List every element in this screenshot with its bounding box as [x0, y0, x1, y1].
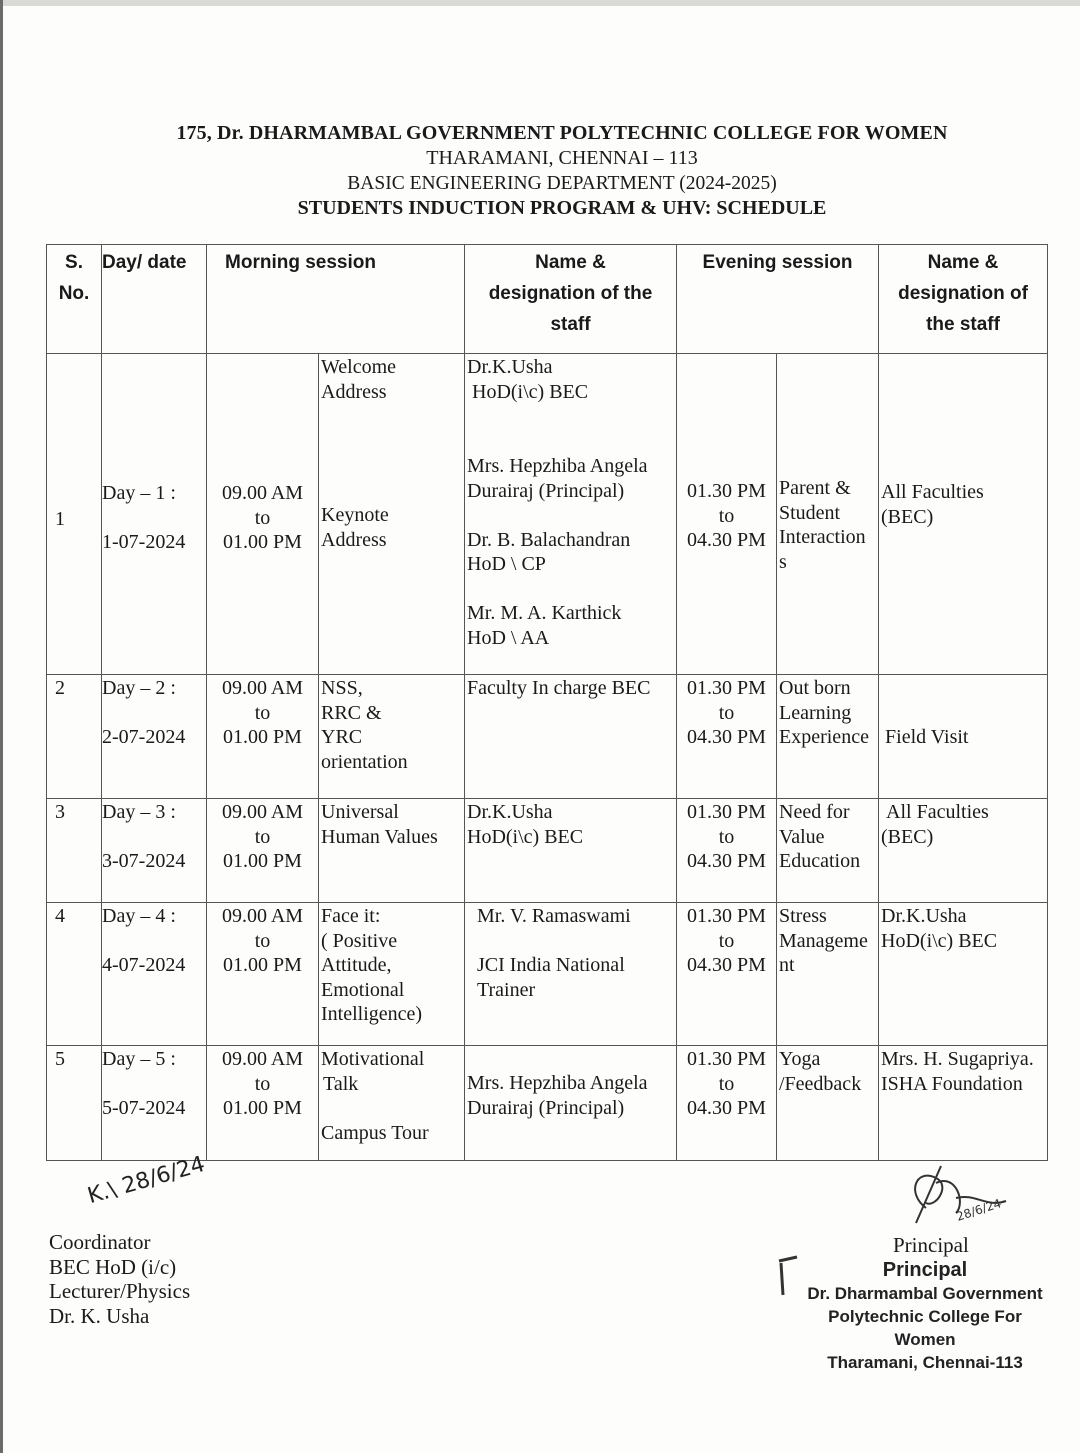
row3-sno-value: 3: [55, 801, 65, 823]
row4-pm-topic-line3: nt: [779, 954, 795, 976]
row1-pm-to: to: [718, 504, 735, 527]
row5-am-topic: [319, 1046, 465, 1161]
row2-am-staff: [465, 675, 677, 799]
row5-am-to: to: [254, 1072, 271, 1095]
row1-day: [102, 354, 207, 675]
stamp-line1: Principal: [882, 1259, 968, 1281]
row5-staff-designation: Durairaj (Principal): [467, 1096, 625, 1119]
row1-pm-time: [677, 354, 777, 675]
row1-am-staff: [465, 354, 677, 675]
coordinator-role2: BEC HoD (i/c): [49, 1254, 177, 1279]
row4-pm-topic-line2: Manageme: [779, 929, 868, 952]
coordinator-name: Dr. K. Usha: [49, 1303, 150, 1328]
header-staff-evening: [879, 245, 1048, 354]
row2-pm-topic-line3: Experience: [779, 726, 869, 748]
header-staff1-line1: Name &: [535, 252, 606, 273]
row2-am-topic-line3: YRC: [321, 726, 363, 748]
header-evening-label: Evening session: [702, 252, 853, 273]
row3-pm-staff-line2: (BEC): [881, 825, 934, 848]
row5-day-label: Day – 5 :: [102, 1048, 176, 1070]
row1-am-to: to: [254, 506, 271, 529]
row1-day-label: Day – 1 :: [102, 482, 176, 504]
row1-pm-end: 04.30 PM: [687, 529, 766, 551]
row2-day: [102, 675, 207, 799]
row4-pm-topic: [777, 903, 879, 1046]
row2-am-topic-line1: NSS,: [321, 677, 363, 699]
row4-am-topic-line2: ( Positive: [321, 929, 398, 952]
row3-pm-topic: [777, 799, 879, 903]
row4-day-label: Day – 4 :: [102, 905, 176, 927]
row1-staff-d-name: Mr. M. A. Karthick: [467, 602, 622, 624]
coordinator-handwritten-signature: K.\ 28/6/24: [84, 1151, 208, 1210]
college-name: 175, Dr. DHARMAMBAL GOVERNMENT POLYTECHNIC COLLEGE FOR WOMEN: [176, 122, 948, 144]
row1-am-from: 09.00 AM: [221, 482, 304, 504]
row5-staff-name: Mrs. Hepzhiba Angela: [467, 1072, 648, 1094]
row5-am-staff: [465, 1046, 677, 1161]
row3-pm-topic-line1: Need for: [779, 801, 850, 823]
row2-am-topic-line4: orientation: [321, 750, 408, 773]
stamp-line4: Tharamani, Chennai-113: [827, 1353, 1023, 1372]
row3-pm-time: [677, 799, 777, 903]
row1-staff-b-name: Mrs. Hepzhiba Angela: [467, 455, 648, 477]
table-row: [47, 354, 1048, 675]
row3-date: 3-07-2024: [102, 850, 186, 872]
table-row: [47, 799, 1048, 903]
schedule-table: [46, 244, 1048, 1161]
row1-am-topic1-line2: Address: [321, 380, 387, 403]
row5-am-topic-line3: Campus Tour: [321, 1121, 429, 1144]
row4-sno: [47, 903, 102, 1046]
row3-pm-staff: [879, 799, 1048, 903]
row5-sno: [47, 1046, 102, 1161]
row5-sno-value: 5: [55, 1048, 65, 1070]
row1-pm-staff-line1: All Faculties: [881, 481, 984, 503]
stamp-line3: Polytechnic College For Women: [828, 1307, 1022, 1349]
row5-pm-end: 04.30 PM: [687, 1097, 766, 1119]
row4-am-topic-line5: Intelligence): [321, 1003, 423, 1025]
row2-pm-staff: [879, 675, 1048, 799]
row5-pm-time: [677, 1046, 777, 1161]
row4-staff-designation-line1: JCI India National: [477, 954, 625, 976]
row2-pm-time: [677, 675, 777, 799]
header-evening: [677, 245, 879, 354]
row3-am-to: to: [254, 825, 271, 848]
row4-am-time: [207, 903, 319, 1046]
row1-pm-topic-line2: Student: [779, 501, 841, 524]
row4-am-end: 01.00 PM: [223, 954, 302, 976]
header-staff1-line2: designation of the: [488, 283, 653, 304]
row1-am-time: [207, 354, 319, 675]
header-staff-morning: [465, 245, 677, 354]
row4-pm-time: [677, 903, 777, 1046]
row3-day: [102, 799, 207, 903]
row1-pm-staff-line2: (BEC): [881, 505, 934, 528]
row3-pm-to: to: [718, 825, 735, 848]
row2-am-topic-line2: RRC &: [321, 701, 382, 724]
principal-title: Principal: [893, 1233, 969, 1257]
row1-pm-staff: [879, 354, 1048, 675]
row2-am-topic: [319, 675, 465, 799]
row2-sno-value: 2: [55, 677, 65, 699]
row3-pm-topic-line3: Education: [779, 850, 861, 872]
row5-pm-from: 01.30 PM: [687, 1048, 766, 1070]
row2-am-from: 09.00 AM: [221, 677, 304, 699]
row1-staff-c-designation: HoD \ CP: [467, 553, 546, 575]
row2-am-to: to: [254, 701, 271, 724]
row4-day: [102, 903, 207, 1046]
row5-date: 5-07-2024: [102, 1097, 186, 1119]
row4-date: 4-07-2024: [102, 954, 186, 976]
row1-sno-value: 1: [55, 508, 65, 530]
row5-pm-topic: [777, 1046, 879, 1161]
row3-sno: [47, 799, 102, 903]
row2-am-end: 01.00 PM: [223, 726, 302, 748]
row3-am-staff: [465, 799, 677, 903]
header-staff1-line3: staff: [550, 314, 591, 335]
row5-am-time: [207, 1046, 319, 1161]
row5-pm-staff-line1: Mrs. H. Sugapriya.: [881, 1048, 1034, 1070]
row4-pm-topic-line1: Stress: [779, 905, 827, 927]
row4-pm-staff: [879, 903, 1048, 1046]
principal-stamp: [800, 1259, 1050, 1374]
row4-pm-to: to: [718, 929, 735, 952]
row3-am-from: 09.00 AM: [221, 801, 304, 823]
row3-am-topic-line2: Human Values: [321, 825, 438, 848]
table-header-row: [47, 245, 1048, 354]
row3-staff-name: Dr.K.Usha: [467, 801, 553, 823]
row5-pm-topic-line1: Yoga: [779, 1048, 821, 1070]
row5-am-from: 09.00 AM: [221, 1048, 304, 1070]
header-sno-line1: S.: [65, 252, 83, 273]
row4-am-topic: [319, 903, 465, 1046]
row4-am-topic-line4: Emotional: [321, 978, 405, 1001]
row1-pm-topic: [777, 354, 879, 675]
table-row: [47, 675, 1048, 799]
row3-am-time: [207, 799, 319, 903]
stamp-emblem-icon: [775, 1255, 805, 1305]
row1-pm-topic-line3: Interaction: [779, 526, 866, 548]
row1-am-end: 01.00 PM: [223, 531, 302, 553]
row3-am-topic: [319, 799, 465, 903]
row2-date: 2-07-2024: [102, 726, 186, 748]
row4-pm-staff-line1: Dr.K.Usha: [881, 905, 967, 927]
header-morning-label: Morning session: [225, 252, 376, 273]
department-name: BASIC ENGINEERING DEPARTMENT (2024-2025): [347, 173, 777, 194]
row5-day: [102, 1046, 207, 1161]
row5-am-topic-line1: Motivational: [321, 1048, 425, 1070]
row3-pm-from: 01.30 PM: [687, 801, 766, 823]
row3-staff-designation: HoD(i\c) BEC: [467, 825, 584, 848]
row2-pm-end: 04.30 PM: [687, 726, 766, 748]
row2-pm-topic-line1: Out born: [779, 677, 851, 699]
row4-am-to: to: [254, 929, 271, 952]
principal-handwritten-signature: [896, 1163, 1026, 1243]
top-edge: [0, 0, 1080, 6]
header-day-label: Day/ date: [102, 252, 187, 273]
header-staff2-line3: the staff: [926, 314, 1000, 335]
document-header: [0, 121, 1080, 221]
svg-text:28/6/24: 28/6/24: [954, 1196, 1003, 1224]
row4-am-staff: [465, 903, 677, 1046]
header-staff2-line1: Name &: [927, 252, 999, 273]
header-day: [102, 245, 207, 354]
coordinator-role3: Lecturer/Physics: [49, 1279, 191, 1303]
row5-pm-to: to: [718, 1072, 735, 1095]
stamp-line2: Dr. Dharmambal Government: [807, 1284, 1043, 1303]
row1-am-topic1-line1: Welcome: [321, 356, 397, 378]
row1-sno: [47, 354, 102, 675]
row4-pm-end: 04.30 PM: [687, 954, 766, 976]
row3-am-topic-line1: Universal: [321, 801, 399, 823]
coordinator-role: Coordinator: [49, 1230, 151, 1254]
header-morning: [207, 245, 465, 354]
row2-pm-to: to: [718, 701, 735, 724]
row3-day-label: Day – 3 :: [102, 801, 176, 823]
row3-am-end: 01.00 PM: [223, 850, 302, 872]
row4-am-topic-line1: Face it:: [321, 905, 381, 927]
row4-pm-from: 01.30 PM: [687, 905, 766, 927]
schedule-title: STUDENTS INDUCTION PROGRAM & UHV: SCHEDULE: [297, 197, 827, 219]
row1-staff-c-name: Dr. B. Balachandran: [467, 528, 631, 551]
row4-am-topic-line3: Attitude,: [321, 954, 392, 976]
row1-pm-topic-line1: Parent &: [779, 477, 851, 499]
row1-staff-d-designation: HoD \ AA: [467, 626, 550, 649]
row5-pm-staff: [879, 1046, 1048, 1161]
row3-pm-end: 04.30 PM: [687, 850, 766, 872]
row2-am-time: [207, 675, 319, 799]
row1-am-topic2-line2: Address: [321, 528, 387, 551]
row3-pm-staff-line1: All Faculties: [886, 801, 989, 823]
row3-pm-topic-line2: Value: [779, 825, 825, 848]
header-staff2-line2: designation of: [898, 283, 1028, 304]
row2-sno: [47, 675, 102, 799]
row5-pm-topic-line2: /Feedback: [779, 1072, 862, 1095]
row2-day-label: Day – 2 :: [102, 677, 176, 699]
coordinator-signature-block: [49, 1230, 190, 1328]
row5-am-end: 01.00 PM: [223, 1097, 302, 1119]
row1-date: 1-07-2024: [102, 531, 186, 553]
table-row: [47, 1046, 1048, 1161]
row1-am-topic2-line1: Keynote: [321, 504, 389, 526]
row4-staff-designation-line2: Trainer: [477, 978, 536, 1001]
header-sno-line2: No.: [58, 283, 90, 304]
row4-pm-staff-line2: HoD(i\c) BEC: [881, 929, 998, 952]
college-address: THARAMANI, CHENNAI – 113: [426, 147, 698, 169]
row2-staff-name: Faculty In charge BEC: [467, 677, 651, 699]
table-row: [47, 903, 1048, 1046]
row1-staff-b-designation: Durairaj (Principal): [467, 479, 625, 502]
row1-pm-from: 01.30 PM: [687, 480, 766, 502]
header-sno: [47, 245, 102, 354]
row5-am-topic-line2: Talk: [323, 1072, 359, 1095]
row4-staff-name: Mr. V. Ramaswami: [477, 905, 631, 927]
row5-pm-staff-line2: ISHA Foundation: [881, 1072, 1023, 1095]
row1-staff-a-name: Dr.K.Usha: [467, 356, 553, 378]
row1-staff-a-designation: HoD(i\c) BEC: [472, 380, 589, 403]
row4-am-from: 09.00 AM: [221, 905, 304, 927]
row2-pm-topic: [777, 675, 879, 799]
row4-sno-value: 4: [55, 905, 65, 927]
row2-pm-from: 01.30 PM: [687, 677, 766, 699]
row2-pm-staff-line1: Field Visit: [885, 726, 969, 748]
row2-pm-topic-line2: Learning: [779, 701, 852, 724]
row1-pm-topic-line4: s: [779, 550, 787, 573]
row1-am-topic: [319, 354, 465, 675]
